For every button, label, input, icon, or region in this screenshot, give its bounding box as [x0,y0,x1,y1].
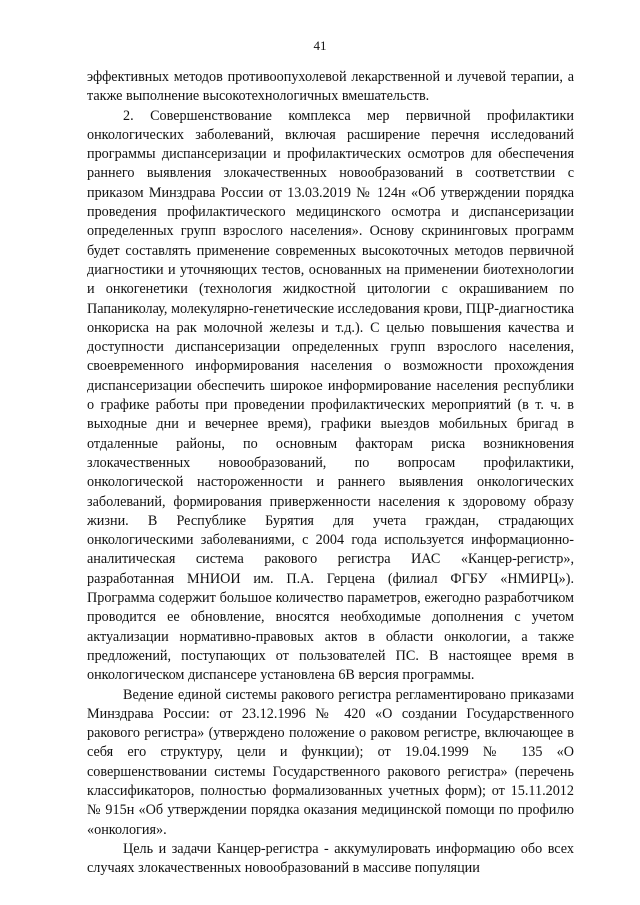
paragraph-continuation: эффективных методов противоопухолевой лекарственной и лучевой терапии, а также выполнение высокотехнологичных вмешательств. [87,69,574,105]
paragraph-cancer-registry-goals: Цель и задачи Канцер-регистра - аккумулировать информацию обо всех случаях злокачественных новообразований в массиве популяции [87,840,574,877]
page-number: 41 [313,38,327,53]
document-body [87,68,574,878]
paragraph-cancer-registry-regulation: Ведение единой системы ракового регистра регламентировано приказами Минздрава России: от 23.12.1996 № 420 «О создании Государственного ракового регистра» (утверждено положение о раковом регистре, включающее в себя его структуру, цели и функции); от 19.04.1999 № 135 «О совершенствовании системы Государственного ракового регистра» (перечень классификаторов, полностью формализованных учетных форм); от 15.11.2012 № 915н «Об утверждении порядка оказания медицинской помощи по профилю «онкология». [87,686,574,838]
paragraph-item-2: 2. Совершенствование комплекса мер первичной профилактики онкологических заболеваний, включая расширение перечня исследований программы диспансеризации и профилактических осмотров для обеспечения раннего выявления злокачественных новообразований в соответствии с приказом Минздрава России от 13.03.2019 № 124н «Об утверждении порядка проведения профилактического медицинского осмотра и диспансеризации определенных групп взрослого населения». Основу скрининговых программ будет составлять применение современных высокоточных методов первичной диагностики и уточняющих тестов, основанных на применении биотехнологии и онкогенетики (технология жидкостной цитологии с окрашиванием по Папаниколау, молекулярно-генетические исследования крови, ПЦР-диагностика онкориска на рак молочной железы и т.д.). С целью повышения качества и доступности диспансеризации определенных групп взрослого населения, своевременного информирования населения о возможности прохождения диспансеризации обеспечить широкое информирование населения республики о графике работы при проведении профилактических мероприятий (в т. ч. в выходные дни и вечернее время), графики выездов мобильных бригад в отдаленные районы, по основным факторам риска возникновения злокачественных новообразований, по вопросам профилактики, онкологической настороженности и раннего выявления онкологических заболеваний, формирования приверженности населения к здоровому образу жизни. В Республике Бурятия для учета граждан, страдающих онкологическими заболеваниями, с 2004 года используется информационно-аналитическая система ракового регистра ИАС «Канцер-регистр», разработанная МНИОИ им. П.А. Герцена (филиал ФГБУ «НМИРЦ»). Программа содержит большое количество параметров, ежегодно разработчиком проводится ее обновление, вносятся необходимые дополнения с учетом актуализации нормативно-правовых актов в области онкологии, а также предложений, поступающих от пользователей ПС. В настоящее время в онкологическом диспансере установлена 6В версия программы. [87,107,574,684]
